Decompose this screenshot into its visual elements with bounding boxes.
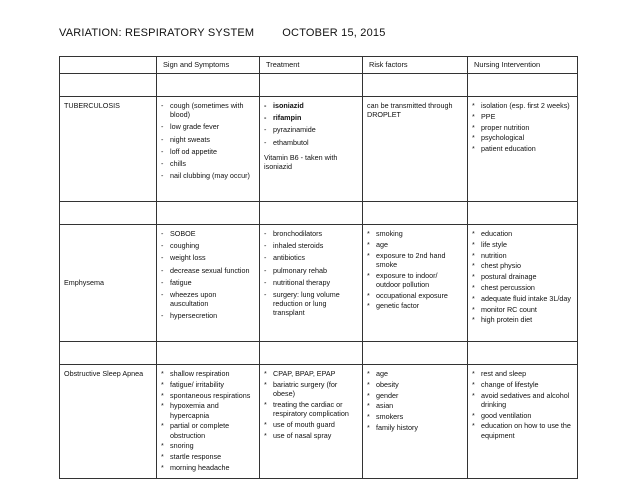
list-item: * gender	[367, 391, 463, 400]
list-item: * isolation (esp. first 2 weeks)	[472, 101, 573, 110]
signs-list	[161, 101, 255, 180]
row-label: Obstructive Sleep Apnea	[60, 365, 157, 479]
table-row-tuberculosis	[60, 97, 578, 202]
list-item: * spontaneous respirations	[161, 391, 255, 400]
list-item: * postural drainage	[472, 272, 573, 281]
list-item: - rifampin	[264, 113, 358, 122]
nursing-cell	[468, 97, 578, 202]
treatment-cell	[260, 365, 363, 479]
list-item: * use of mouth guard	[264, 420, 358, 429]
list-item: - nutritional therapy	[264, 278, 358, 287]
document-title	[59, 27, 386, 39]
nursing-cell	[468, 365, 578, 479]
risk-list	[367, 229, 463, 311]
title-date: OCTOBER 15, 2015	[282, 27, 386, 39]
list-item: * chest physio	[472, 261, 573, 270]
list-item: - loff od appetite	[161, 147, 255, 156]
spacer-cell	[260, 202, 363, 225]
list-item: * hypoxemia and hypercapnia	[161, 401, 255, 419]
signs-cell	[157, 225, 260, 342]
list-item: * shallow respiration	[161, 369, 255, 378]
list-item: * chest percussion	[472, 283, 573, 292]
list-item: * snoring	[161, 441, 255, 450]
spacer-cell	[363, 342, 468, 365]
list-item: - isoniazid	[264, 101, 358, 110]
list-item: * psychological	[472, 133, 573, 142]
risk-list	[367, 369, 463, 432]
list-item: * proper nutrition	[472, 123, 573, 132]
list-item: * smokers	[367, 412, 463, 421]
list-item: - wheezes upon auscultation	[161, 290, 255, 308]
spacer-cell	[363, 202, 468, 225]
list-item: * morning headache	[161, 463, 255, 472]
risk-text: can be transmitted through DROPLET	[367, 101, 453, 120]
title-text: VARIATION: RESPIRATORY SYSTEM	[59, 27, 255, 39]
spacer-cell	[157, 202, 260, 225]
list-item: * high protein diet	[472, 315, 573, 324]
list-item: - low grade fever	[161, 122, 255, 131]
list-item: * occupational exposure	[367, 291, 463, 300]
nursing-cell	[468, 225, 578, 342]
table-row-emphysema	[60, 225, 578, 342]
list-item: - pulmonary rehab	[264, 266, 358, 275]
treatment-cell	[260, 225, 363, 342]
spacer-cell	[60, 74, 157, 97]
list-item: * life style	[472, 240, 573, 249]
table-row-sleep-apnea	[60, 365, 578, 479]
spacer-cell	[468, 202, 578, 225]
list-item: * exposure to indoor/ outdoor pollution	[367, 271, 463, 289]
list-item: * treating the cardiac or respiratory complication	[264, 400, 358, 418]
list-item: * bariatric surgery (for obese)	[264, 380, 358, 398]
list-item: * change of lifestyle	[472, 380, 573, 389]
list-item: * avoid sedatives and alcohol drinking	[472, 391, 573, 409]
spacer-cell	[60, 342, 157, 365]
risk-cell	[363, 225, 468, 342]
list-item: * genetic factor	[367, 301, 463, 310]
header-cell-empty	[60, 57, 157, 74]
header-row	[60, 57, 578, 74]
spacer-cell	[468, 74, 578, 97]
list-item: - inhaled steroids	[264, 241, 358, 250]
spacer-cell	[260, 74, 363, 97]
list-item: * age	[367, 240, 463, 249]
respiratory-table	[59, 56, 578, 479]
spacer-row	[60, 202, 578, 225]
list-item: - bronchodilators	[264, 229, 358, 238]
list-item: - night sweats	[161, 135, 255, 144]
signs-cell	[157, 365, 260, 479]
row-label: Emphysema	[60, 225, 157, 342]
list-item: - weight loss	[161, 253, 255, 262]
list-item: * partial or complete obstruction	[161, 421, 255, 439]
list-item: - decrease sexual function	[161, 266, 255, 275]
list-item: * exposure to 2nd hand smoke	[367, 251, 463, 269]
list-item: - SOBOE	[161, 229, 255, 238]
list-item: - antibiotics	[264, 253, 358, 262]
header-risk: Risk factors	[363, 57, 468, 74]
signs-list	[161, 229, 255, 321]
treatment-list	[264, 229, 358, 318]
spacer-row	[60, 74, 578, 97]
list-item: - surgery: lung volume reduction or lung transplant	[264, 290, 358, 318]
nursing-list	[472, 229, 573, 325]
treatment-list	[264, 369, 358, 440]
list-item: * family history	[367, 423, 463, 432]
spacer-cell	[468, 342, 578, 365]
list-item: * obesity	[367, 380, 463, 389]
list-item: * patient education	[472, 144, 573, 153]
spacer-cell	[157, 74, 260, 97]
list-item: * education	[472, 229, 573, 238]
spacer-cell	[260, 342, 363, 365]
list-item: * smoking	[367, 229, 463, 238]
list-item: - nail clubbing (may occur)	[161, 171, 255, 180]
list-item: - pyrazinamide	[264, 125, 358, 134]
list-item: * PPE	[472, 112, 573, 121]
list-item: * CPAP, BPAP, EPAP	[264, 369, 358, 378]
spacer-cell	[157, 342, 260, 365]
spacer-cell	[60, 202, 157, 225]
header-signs: Sign and Symptoms	[157, 57, 260, 74]
header-treatment: Treatment	[260, 57, 363, 74]
list-item: - ethambutol	[264, 138, 358, 147]
list-item: * age	[367, 369, 463, 378]
spacer-row	[60, 342, 578, 365]
list-item: * fatigue/ irritability	[161, 380, 255, 389]
risk-cell	[363, 97, 468, 202]
signs-cell	[157, 97, 260, 202]
list-item: * asian	[367, 401, 463, 410]
list-item: - cough (sometimes with blood)	[161, 101, 255, 119]
treatment-list	[264, 101, 358, 147]
list-item: * adequate fluid intake 3L/day	[472, 294, 573, 303]
risk-cell	[363, 365, 468, 479]
list-item: * startle response	[161, 452, 255, 461]
list-item: * use of nasal spray	[264, 431, 358, 440]
list-item: * rest and sleep	[472, 369, 573, 378]
list-item: - fatigue	[161, 278, 255, 287]
treatment-note: Vitamin B6 - taken with isoniazid	[264, 152, 338, 172]
list-item: - hypersecretion	[161, 311, 255, 320]
signs-list	[161, 369, 255, 472]
row-label: TUBERCULOSIS	[60, 97, 157, 202]
nursing-list	[472, 101, 573, 153]
list-item: - coughing	[161, 241, 255, 250]
header-nursing: Nursing Intervention	[468, 57, 578, 74]
list-item: * education on how to use the equipment	[472, 421, 573, 439]
nursing-list	[472, 369, 573, 440]
list-item: * monitor RC count	[472, 305, 573, 314]
list-item: - chills	[161, 159, 255, 168]
list-item: * good ventilation	[472, 411, 573, 420]
spacer-cell	[363, 74, 468, 97]
treatment-cell	[260, 97, 363, 202]
list-item: * nutrition	[472, 251, 573, 260]
